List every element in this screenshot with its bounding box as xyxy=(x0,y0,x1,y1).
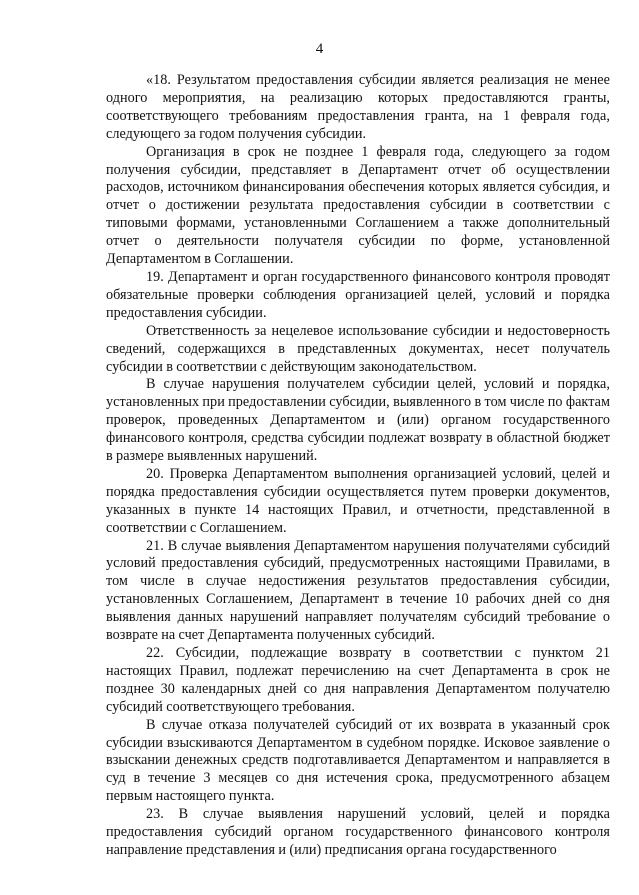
paragraph-19-violation: В случае нарушения получателем субсидии целей, условий и порядка, установленных при предоставлении субсидии, выявленного в том числе по фактам проверок, проведенных Департаментом и (или) органом государственного финансового контроля, средства субсидии подлежат возврату в областной бюджет в размере выявленных нарушений. xyxy=(106,376,610,465)
paragraph-19: 19. Департамент и орган государственного финансового контроля проводят обязательные проверки соблюдения организацией целей, условий и порядка предоставления субсидии. xyxy=(106,268,610,321)
page-number: 4 xyxy=(315,41,324,57)
paragraph-19-responsibility: Ответственность за нецелевое использование субсидии и недостоверность сведений, содержащихся в представленных документах, несет получатель субсидии в соответствии с действующим законодательством. xyxy=(106,322,610,375)
paragraph-23: 23. В случае выявления нарушений условий, целей и порядка предоставления субсидий органом государственного финансового контроля направление представления и (или) предписания органа государственного xyxy=(106,806,610,858)
paragraph-18: «18. Результатом предоставления субсидии является реализация не менее одного мероприятия, на реализацию которых предоставляются гранты, соответствующего требованиям предоставления гранта, на 1 февраля года, следующего за годом получения субсидии. xyxy=(106,72,610,142)
paragraph-22: 22. Субсидии, подлежащие возврату в соответствии с пунктом 21 настоящих Правил, подлежат перечислению на счет Департамента в срок не позднее 30 календарных дней со дня направления Департаментом получателю субсидий соответствующего требования. xyxy=(106,645,610,715)
paragraph-21: 21. В случае выявления Департаментом нарушения получателями субсидий условий предоставления субсидий, предусмотренных настоящими Правилами, в том числе в случае недостижения результатов предоставления субсидии, установленных Соглашением, Департамент в течение 10 рабочих дней со дня выявления данных нарушений направляет получателям субсидий требование о возврате на счет Департамента полученных субсидий. xyxy=(106,537,610,644)
paragraph-22-refusal: В случае отказа получателей субсидий от их возврата в указанный срок субсидии взыскиваются Департаментом в судебном порядке. Исковое заявление о взыскании денежных средств подготавливается Департаментом и направляется в суд в течение 3 месяцев со дня истечения срока, предусмотренного абзацем первым настоящего пункта. xyxy=(106,716,610,805)
paragraph-18-report: Организация в срок не позднее 1 февраля года, следующего за годом получения субсидии, представляет в Департамент отчет об осуществлении расходов, источником финансирования обеспечения которых является субсидия, и отчет о достижении результата предоставления субсидии в соответствии с типовыми формами, установленными Соглашением а также дополнительный отчет о деятельности получателя субсидии по форме, установленной Департаментом в Соглашении. xyxy=(106,143,610,268)
document-body xyxy=(106,72,610,860)
paragraph-20: 20. Проверка Департаментом выполнения организацией условий, целей и порядка предоставления субсидии осуществляется путем проверки документов, указанных в пункте 14 настоящих Правил, и отчетности, представленной в соответствии с Соглашением. xyxy=(106,465,610,536)
